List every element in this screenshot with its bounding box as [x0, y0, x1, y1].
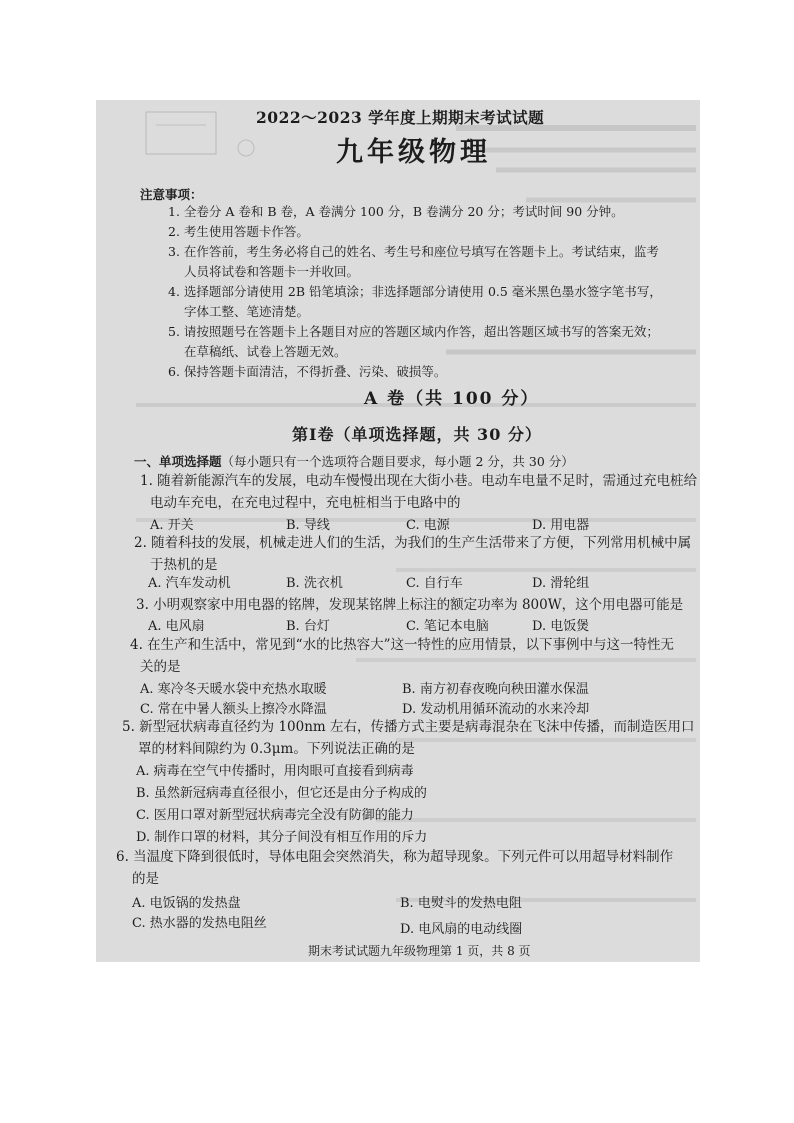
notice-item-1: [168, 202, 624, 222]
option-b: B. 台灯: [286, 619, 330, 634]
option-a: A. 电饭锅的发热盘: [132, 896, 241, 911]
option-c: C. 热水器的发热电阻丝: [132, 916, 267, 931]
option-d: D. 电饭煲: [532, 619, 590, 634]
notice-item-line: 3. 在作答前，考生务必将自己的姓名、考生号和座位号填写在答题卡上。考试结束，监考: [168, 244, 659, 259]
question-line: 5. 新型冠状病毒直径约为 100nm 左右，传播方式主要是病毒混杂在飞沫中传播，而制造医用口: [122, 719, 695, 735]
question-line: 罩的材料间隙约为 0.3μm。下列说法正确的是: [138, 741, 415, 757]
notice-item-line: 4. 选择题部分请使用 2B 铅笔填涂；非选择题部分请使用 0.5 毫米黑色墨水签字笔书写，: [168, 284, 662, 299]
exam-paper: [96, 100, 700, 962]
notice-item-line: 1. 全卷分 A 卷和 B 卷，A 卷满分 100 分，B 卷满分 20 分；考试时间 90 分钟。: [168, 204, 624, 219]
notice-item-line: 5. 请按照题号在答题卡上各题目对应的答题区域内作答，超出答题区域书写的答案无效；: [168, 324, 659, 339]
part1-instruction: （每小题只有一个选项符合题目要求，每小题 2 分，共 30 分）: [221, 454, 574, 469]
question-line: 6. 当温度下降到很低时，导体电阻会突然消失，称为超导现象。下列元件可以用超导材料制作: [116, 849, 674, 865]
exam-subject-title: 九年级物理: [336, 137, 491, 168]
option-c: C. 医用口罩对新型冠状病毒完全没有防御的能力: [136, 808, 414, 823]
option-a: A. 病毒在空气中传播时，用肉眼可直接看到病毒: [136, 764, 414, 779]
option-d: D. 发动机用循环流动的水来冷却: [402, 702, 590, 717]
option-b: B. 导线: [286, 518, 330, 533]
question-line: 关的是: [140, 659, 181, 675]
option-d: D. 用电器: [532, 518, 590, 533]
option-b: B. 电熨斗的发热电阻: [400, 896, 522, 911]
part1-label: 一、单项选择题: [134, 454, 222, 469]
notice-item-2: [168, 222, 309, 242]
section-a-heading: A 卷（共 100 分）: [364, 389, 540, 409]
question-3: [136, 594, 683, 616]
option-d: D. 滑轮组: [532, 576, 590, 591]
question-4: [130, 634, 674, 678]
option-c: C. 笔记本电脑: [406, 619, 489, 634]
question-2: [134, 532, 691, 576]
option-b: B. 洗衣机: [286, 576, 343, 591]
option-d: D. 制作口罩的材料，其分子间没有相互作用的斥力: [136, 830, 428, 845]
option-b: B. 南方初春夜晚向秧田灌水保温: [402, 682, 589, 697]
option-a: A. 开关: [150, 518, 194, 533]
notice-item-6: [168, 362, 446, 382]
option-c: C. 常在中暑人额头上擦冷水降温: [140, 702, 327, 717]
option-b: B. 虽然新冠病毒直径很小，但它还是由分子构成的: [136, 786, 427, 801]
notice-heading: 注意事项：: [140, 187, 203, 202]
question-line: 2. 随着科技的发展，机械走进人们的生活，为我们的生产生活带来了方便，下列常用机械中属: [134, 535, 692, 551]
notice-item-line: 6. 保持答题卡面清洁，不得折叠、污染、破损等。: [168, 364, 447, 379]
option-a: A. 汽车发动机: [148, 576, 231, 591]
option-d: D. 电风扇的电动线圈: [400, 922, 523, 937]
option-a: A. 电风扇: [148, 619, 205, 634]
section-1-heading: 第Ⅰ卷（单项选择题，共 30 分）: [292, 425, 542, 444]
question-line: 的是: [132, 871, 159, 887]
notice-item-line: 在草稿纸、试卷上答题无效。: [184, 344, 347, 359]
question-line: 4. 在生产和生活中，常见到“水的比热容大”这一特性的应用情景，以下事例中与这一特性无: [130, 637, 674, 653]
notice-item-line: 字体工整、笔迹清楚。: [184, 304, 310, 319]
question-line: 3. 小明观察家中用电器的铭牌，发现某铭牌上标注的额定功率为 800W，这个用电器可能是: [136, 597, 684, 613]
notice-item-line: 人员将试卷和答题卡一并收回。: [184, 264, 360, 279]
option-a: A. 寒冷冬天暖水袋中充热水取暖: [140, 682, 327, 697]
question-6: [116, 846, 673, 890]
exam-year-title: 2022～2023 学年度上期期末考试试题: [256, 108, 545, 127]
notice-item-4: [168, 282, 662, 322]
option-c: C. 电源: [406, 518, 450, 533]
question-5: [122, 716, 695, 760]
notice-item-line: 2. 考生使用答题卡作答。: [168, 224, 309, 239]
question-line: 电动车充电，在充电过程中，充电桩相当于电路中的: [150, 495, 461, 511]
page-footer: 期末考试试题九年级物理第 1 页，共 8 页: [308, 944, 531, 958]
notice-item-5: [168, 322, 659, 362]
notice-item-3: [168, 242, 659, 282]
option-c: C. 自行车: [406, 576, 463, 591]
part1-heading: [134, 452, 574, 470]
question-1: [140, 470, 697, 514]
question-line: 于热机的是: [150, 557, 218, 573]
question-line: 1. 随着新能源汽车的发展，电动车慢慢出现在大街小巷。电动车电量不足时，需通过充电桩给: [140, 473, 698, 489]
